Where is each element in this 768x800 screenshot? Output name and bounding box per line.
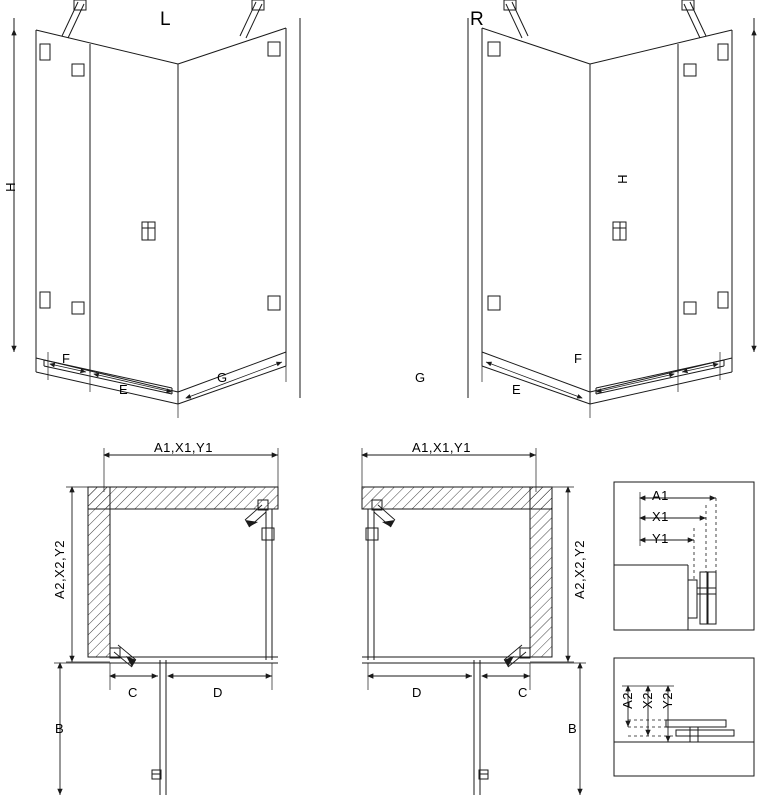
- height-label-left: H: [3, 182, 18, 192]
- plan-right-side-dimension: A2,X2,Y2: [572, 540, 587, 599]
- plan-left-dimension-c: C: [128, 685, 138, 700]
- plan-left-dimension-d: D: [213, 685, 223, 700]
- plan-right-group: [362, 448, 586, 795]
- detail-dimension-a1: A1: [652, 488, 669, 503]
- plan-left-top-dimension: A1,X1,Y1: [154, 440, 213, 455]
- plan-right-dimension-d: D: [412, 685, 422, 700]
- plan-left-side-dimension: A2,X2,Y2: [52, 540, 67, 599]
- plan-right-dimension-c: C: [518, 685, 528, 700]
- height-label-right: H: [615, 174, 630, 184]
- detail-vertical-group: [614, 658, 754, 776]
- detail-horizontal-group: [614, 482, 754, 630]
- detail-dimension-x1: X1: [652, 509, 669, 524]
- dimension-f-right: F: [574, 351, 583, 366]
- plan-right-dimension-b: B: [568, 721, 578, 736]
- perspective-left-group: [14, 0, 300, 418]
- dimension-f-left: F: [62, 351, 71, 366]
- perspective-right-group: [468, 0, 754, 418]
- plan-left-group: [54, 448, 278, 795]
- dimension-e-right: E: [512, 382, 522, 397]
- plan-right-top-dimension: A1,X1,Y1: [412, 440, 471, 455]
- dimension-e-left: E: [119, 382, 129, 397]
- detail-dimension-a2: A2: [620, 692, 635, 709]
- handing-label-right: R: [470, 9, 485, 30]
- handing-label-left: L: [160, 9, 172, 30]
- dimension-g-left: G: [217, 370, 228, 385]
- detail-dimension-x2: X2: [640, 692, 655, 709]
- plan-left-dimension-b: B: [55, 721, 65, 736]
- dimension-g-right: G: [415, 370, 426, 385]
- detail-dimension-y2: Y2: [660, 692, 675, 709]
- detail-dimension-y1: Y1: [652, 531, 669, 546]
